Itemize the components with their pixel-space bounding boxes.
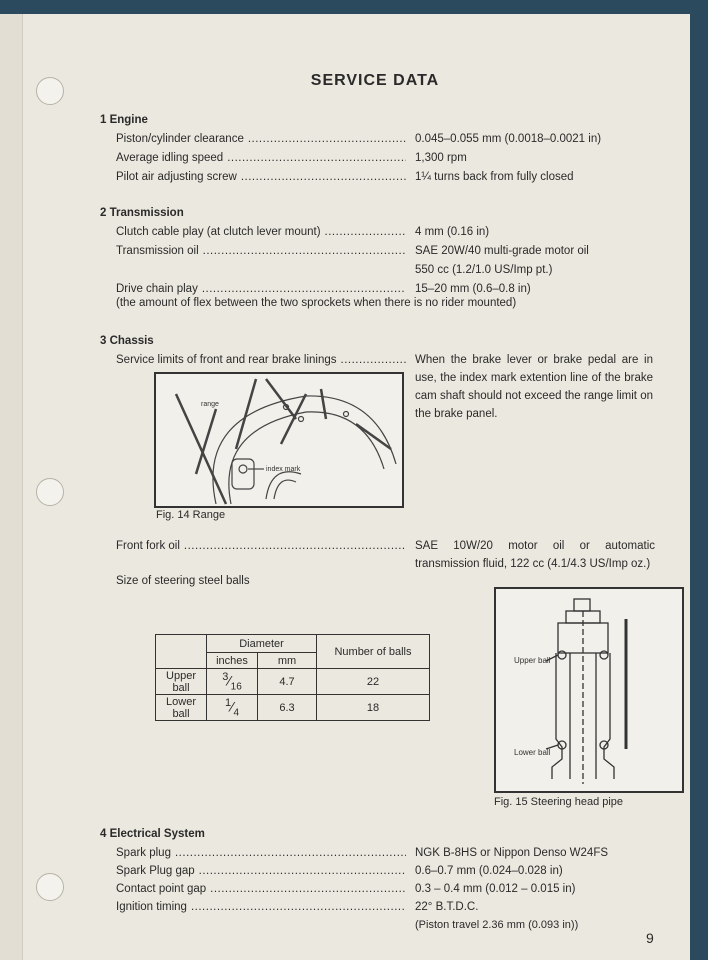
spec-value: 0.6–0.7 mm (0.024–0.028 in) (415, 865, 563, 877)
header-inches: inches (207, 653, 258, 669)
spec-label: Spark plug (116, 847, 171, 859)
spec-row (116, 226, 406, 238)
spec-label: Clutch cable play (at clutch lever mount) (116, 226, 321, 238)
spec-row (116, 540, 406, 552)
spec-row (116, 283, 406, 295)
section-heading-chassis: 3 Chassis (100, 335, 154, 347)
binder-hole (36, 478, 64, 506)
spec-value: 1,300 rpm (415, 152, 467, 164)
table-row: Upper ball $^3⁄_{16}$ 4.7 22 (156, 669, 430, 695)
spec-row (116, 133, 406, 145)
spec-value: 1¼ turns back from fully closed (415, 171, 574, 183)
table-row: Lower ball $^1⁄_4$ 6.3 18 (156, 695, 430, 721)
spec-row (116, 171, 406, 183)
upper-ball-label: Upper ball (514, 656, 551, 665)
spec-label: Service limits of front and rear brake linings (116, 354, 337, 366)
spec-value: NGK B-8HS or Nippon Denso W24FS (415, 847, 609, 859)
spec-label: Front fork oil (116, 540, 180, 552)
spec-value: 22° B.T.D.C. (415, 901, 479, 913)
spec-label: Ignition timing (116, 901, 187, 913)
header-number: Number of balls (317, 635, 430, 669)
spec-value: 550 cc (1.2/1.0 US/Imp pt.) (415, 264, 553, 276)
spec-row (116, 354, 406, 366)
spec-label: Piston/cylinder clearance (116, 133, 244, 145)
spec-label: Spark Plug gap (116, 865, 195, 877)
page-edge (0, 14, 23, 960)
header-diameter: Diameter (207, 635, 317, 653)
spec-value: 15–20 mm (0.6–0.8 in) (415, 283, 531, 295)
spec-value: 4 mm (0.16 in) (415, 226, 490, 238)
figure-15-caption: Fig. 15 Steering head pipe (494, 796, 624, 808)
spec-row (116, 865, 406, 877)
figure-14-range (154, 372, 404, 508)
spec-label: Contact point gap (116, 883, 207, 895)
transmission-note: (the amount of flex between the two sprockets when there is no rider mounted) (116, 297, 517, 309)
spec-label: Drive chain play (116, 283, 198, 295)
page-title: SERVICE DATA (310, 72, 440, 89)
spec-value: SAE 20W/40 multi-grade motor oil (415, 245, 589, 257)
spec-row (116, 245, 406, 257)
spec-label: Average idling speed (116, 152, 224, 164)
spec-row (116, 152, 406, 164)
page-number: 9 (646, 930, 654, 946)
spec-row (116, 901, 406, 913)
section-heading-electrical: 4 Electrical System (100, 828, 205, 840)
brake-description: When the brake lever or brake pedal are in use, the index mark extention line of the brake cam shaft should not exceed the range limit on the brake panel. (415, 354, 653, 420)
index-mark-label: index mark (266, 466, 301, 473)
figure-14-caption: Fig. 14 Range (156, 509, 226, 521)
spec-row (116, 847, 406, 859)
fork-oil-value: SAE 10W/20 motor oil or automatic transmission fluid, 122 cc (4.1/4.3 US/Imp oz.) (415, 540, 655, 570)
section-heading-transmission: 2 Transmission (100, 207, 184, 219)
spec-value: (Piston travel 2.36 mm (0.093 in)) (415, 919, 579, 931)
spec-value: 0.3 – 0.4 mm (0.012 – 0.015 in) (415, 883, 576, 895)
spec-label: Transmission oil (116, 245, 199, 257)
steering-head-illustration (496, 589, 682, 791)
steering-balls-label: Size of steering steel balls (116, 575, 250, 587)
spec-row (116, 883, 406, 895)
figure-15-steering-head (494, 587, 684, 793)
spec-value: 0.045–0.055 mm (0.0018–0.0021 in) (415, 133, 602, 145)
section-heading-engine: 1 Engine (100, 114, 148, 126)
header-mm: mm (258, 653, 317, 669)
range-label: range (201, 401, 219, 408)
spec-label: Pilot air adjusting screw (116, 171, 237, 183)
steering-balls-table (155, 634, 430, 721)
binder-hole (36, 873, 64, 901)
lower-ball-label: Lower ball (514, 748, 551, 757)
brake-panel-illustration (156, 374, 402, 506)
